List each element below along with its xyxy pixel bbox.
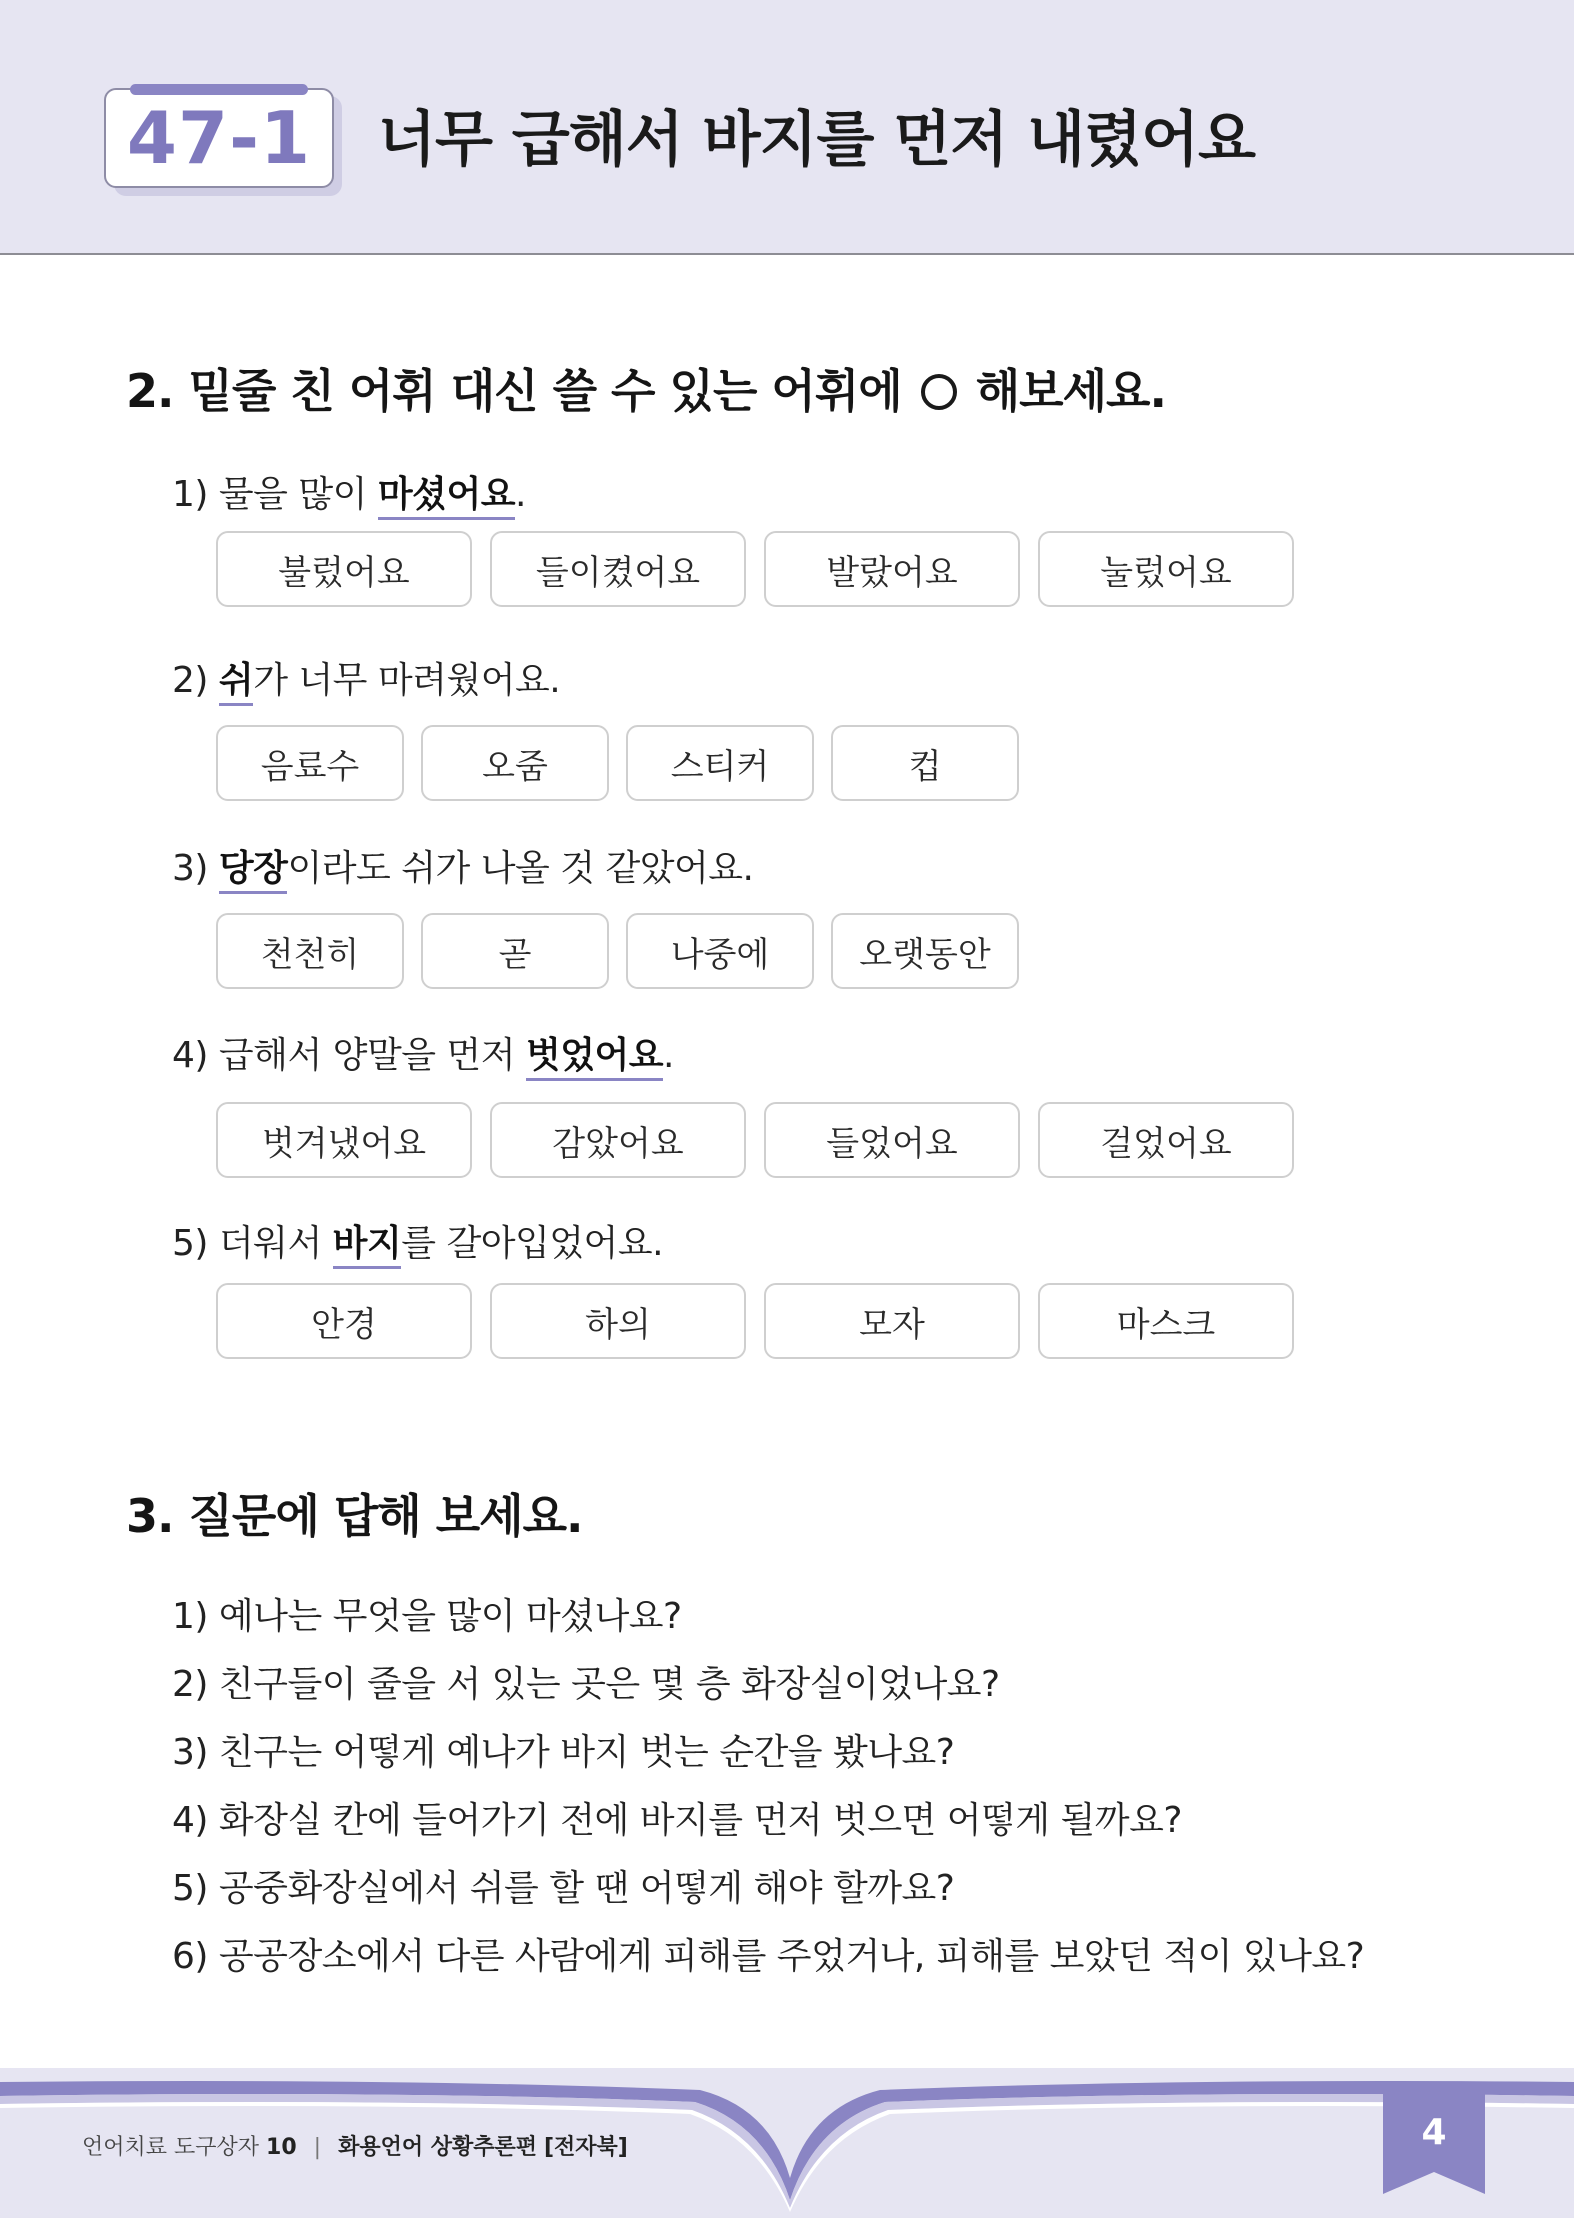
- question-text: .: [663, 1035, 674, 1076]
- section-2-title-before: 2. 밑줄 친 어휘 대신 쓸 수 있는 어휘에: [126, 364, 902, 418]
- question-text: 4) 급해서 양말을 먼저: [172, 1035, 526, 1076]
- section-3-title: 3. 질문에 답해 보세요.: [126, 1489, 583, 1543]
- option-row-4: [216, 1102, 1312, 1178]
- answer-option[interactable]: 모자: [764, 1283, 1020, 1359]
- discussion-question-6: 6) 공공장소에서 다른 사람에게 피해를 주었거나, 피해를 보았던 적이 있나요?: [172, 1936, 1365, 1977]
- answer-option[interactable]: 들이켰어요: [490, 531, 746, 607]
- option-row-2: [216, 725, 1036, 801]
- page-header: [0, 0, 1574, 255]
- question-text: 1) 물을 많이: [172, 474, 378, 515]
- answer-option[interactable]: 천천히: [216, 913, 404, 989]
- question-text: 이라도 쉬가 나올 것 같았어요.: [287, 848, 754, 889]
- discussion-question-1: 1) 예나는 무엇을 많이 마셨나요?: [172, 1596, 682, 1637]
- answer-option[interactable]: 감았어요: [490, 1102, 746, 1178]
- section-2-title-after: 해보세요.: [975, 364, 1166, 418]
- question-text: 2): [172, 660, 219, 701]
- question-text: .: [515, 474, 526, 515]
- answer-option[interactable]: 스티커: [626, 725, 814, 801]
- discussion-question-4: 4) 화장실 칸에 들어가기 전에 바지를 먼저 벗으면 어떻게 될까요?: [172, 1800, 1182, 1841]
- answer-option[interactable]: 컵: [831, 725, 1019, 801]
- option-row-5: [216, 1283, 1312, 1359]
- lesson-badge: [104, 88, 334, 188]
- answer-option[interactable]: 발랐어요: [764, 531, 1020, 607]
- series-number: 10: [266, 2135, 297, 2160]
- vocab-question-1: [172, 466, 526, 517]
- answer-option[interactable]: 불렀어요: [216, 531, 472, 607]
- lesson-number: 47-1: [126, 96, 312, 180]
- question-text: 를 갈아입었어요.: [401, 1223, 664, 1264]
- vocab-question-5: [172, 1215, 663, 1266]
- answer-option[interactable]: 안경: [216, 1283, 472, 1359]
- section-2-title: [126, 355, 1166, 421]
- vocab-question-3: [172, 840, 754, 891]
- vocab-question-4: [172, 1027, 674, 1078]
- vocab-question-2: [172, 652, 560, 703]
- option-row-3: [216, 913, 1036, 989]
- page-number: 4: [1421, 2112, 1447, 2153]
- answer-option[interactable]: 음료수: [216, 725, 404, 801]
- discussion-question-2: 2) 친구들이 줄을 서 있는 곳은 몇 층 화장실이었나요?: [172, 1664, 1000, 1705]
- underlined-keyword: 마셨어요: [378, 474, 515, 520]
- answer-option[interactable]: 눌렀어요: [1038, 531, 1294, 607]
- answer-option[interactable]: 벗겨냈어요: [216, 1102, 472, 1178]
- circle-icon: [921, 374, 957, 410]
- footer-separator: |: [313, 2135, 322, 2160]
- lesson-badge-tab: [130, 84, 308, 95]
- series-name: 언어치료 도구상자: [82, 2135, 260, 2160]
- answer-option[interactable]: 걸었어요: [1038, 1102, 1294, 1178]
- question-text: 가 너무 마려웠어요.: [253, 660, 561, 701]
- page-title: 너무 급해서 바지를 먼저 내렸어요: [378, 105, 1255, 175]
- underlined-keyword: 당장: [219, 848, 288, 894]
- underlined-keyword: 바지: [333, 1223, 402, 1269]
- answer-option[interactable]: 마스크: [1038, 1283, 1294, 1359]
- underlined-keyword: 쉬: [219, 660, 253, 706]
- underlined-keyword: 벗었어요: [526, 1035, 663, 1081]
- discussion-question-3: 3) 친구는 어떻게 예나가 바지 벗는 순간을 봤나요?: [172, 1732, 955, 1773]
- answer-option[interactable]: 들었어요: [764, 1102, 1020, 1178]
- answer-option[interactable]: 오랫동안: [831, 913, 1019, 989]
- answer-option[interactable]: 하의: [490, 1283, 746, 1359]
- edition-label: [전자북]: [544, 2135, 628, 2160]
- discussion-question-5: 5) 공중화장실에서 쉬를 할 땐 어떻게 해야 할까요?: [172, 1868, 955, 1909]
- option-row-1: [216, 531, 1312, 607]
- question-text: 3): [172, 848, 219, 889]
- book-name: 화용언어 상황추론편: [338, 2135, 537, 2160]
- answer-option[interactable]: 오줌: [421, 725, 609, 801]
- answer-option[interactable]: 나중에: [626, 913, 814, 989]
- question-text: 5) 더워서: [172, 1223, 333, 1264]
- answer-option[interactable]: 곧: [421, 913, 609, 989]
- footer-text: [82, 2130, 628, 2161]
